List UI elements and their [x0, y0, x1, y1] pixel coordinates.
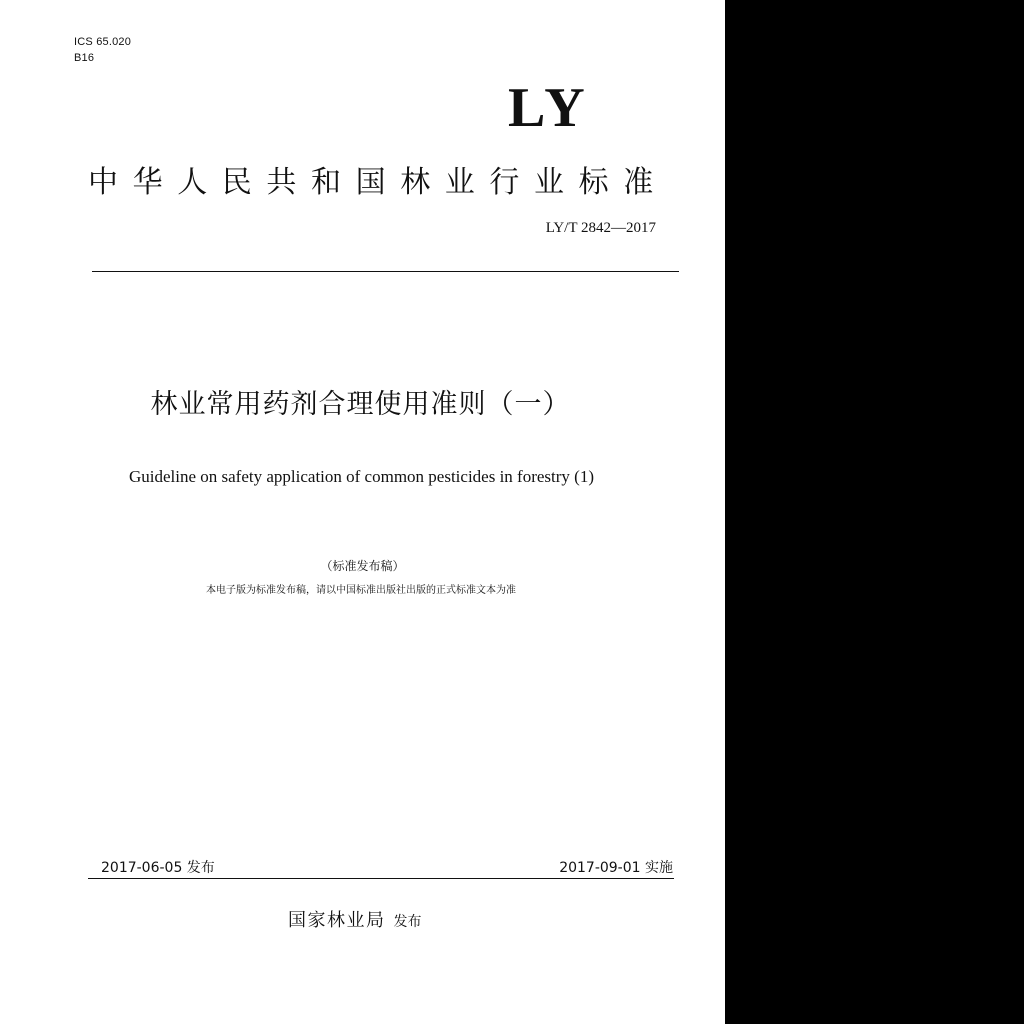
publisher-org: 国家林业局 [288, 910, 386, 931]
standard-number: LY/T 2842—2017 [545, 220, 656, 236]
document-title-chinese: 林业常用药剂合理使用准则（一） [150, 389, 571, 420]
ccs-code: B16 [74, 52, 95, 64]
issue-date: 2017-06-05 发布 [101, 860, 215, 876]
document-title-english: Guideline on safety application of common pesticides in forestry (1) [128, 467, 594, 486]
draft-note: 本电子版为标准发布稿，请以中国标准出版社出版的正式标准文本为准 [206, 585, 516, 596]
ly-logo: LY [508, 77, 589, 139]
publisher [288, 908, 422, 935]
ics-code: ICS 65.020 [74, 36, 132, 48]
publisher-verb: 发布 [393, 914, 422, 930]
draft-label: （标准发布稿） [320, 559, 405, 573]
bottom-divider [88, 878, 674, 879]
dark-background-band [725, 0, 1024, 1024]
org-title: 中华人民共和国林业行业标准 [88, 165, 668, 200]
top-divider [92, 271, 679, 272]
classification-codes [74, 34, 131, 66]
implementation-date: 2017-09-01 实施 [559, 860, 673, 876]
